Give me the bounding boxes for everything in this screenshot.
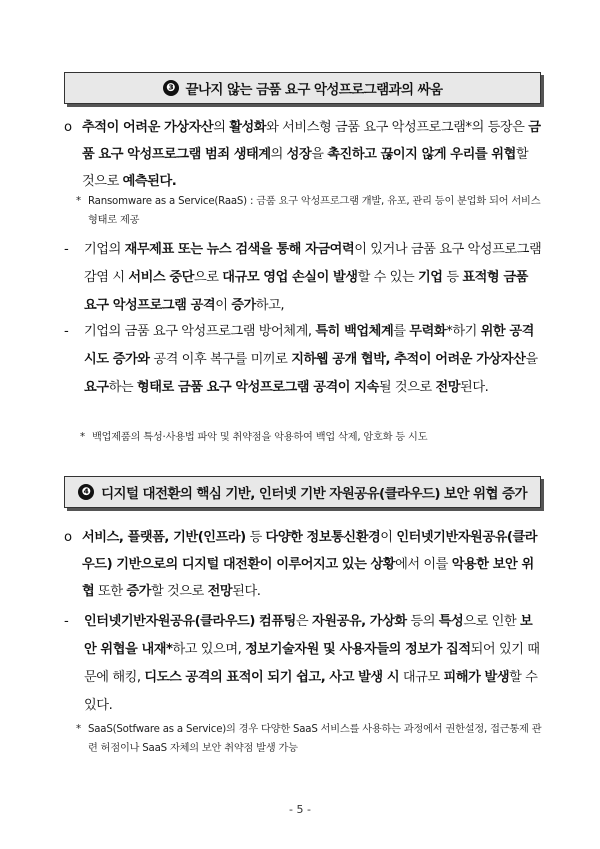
- emphasized-text: 정보기술자원 및 사용자들의 정보가 집적: [245, 642, 471, 657]
- section-4-sub-paragraph-1: [64, 608, 544, 720]
- emphasized-text: 형태로 금품 요구 악성프로그램 공격이 지속: [136, 380, 379, 395]
- emphasized-text: 추적이 어려운 가상자산: [82, 120, 214, 135]
- section-4-number: ❹: [78, 484, 94, 500]
- text-run: 된다.: [232, 584, 261, 599]
- text-run: 를: [393, 324, 410, 339]
- text-run: 이 있거나 금품 요구 악성프로그램 감염 시: [84, 242, 542, 285]
- footnote-marker: *: [76, 724, 81, 735]
- page-number: - 5 -: [289, 803, 311, 816]
- text-run: 으로 인한: [463, 614, 520, 629]
- text-run: 되어 있기 때문에 해킹,: [84, 642, 540, 685]
- text-run: 또한: [94, 584, 127, 599]
- emphasized-text: 인터넷기반자원공유(클라우드) 기반으로의 디지털 대전환이 이루어지고 있는 상황: [82, 530, 538, 572]
- text-run: 은: [295, 614, 312, 629]
- emphasized-text: 보안 위협을 내재*: [84, 614, 533, 657]
- emphasized-text: 기업: [418, 270, 443, 285]
- emphasized-text: 전망: [207, 584, 233, 599]
- section-3-footnote-raas: [76, 192, 546, 230]
- section-3-number: ❸: [163, 80, 179, 96]
- footnote-text: SaaS(Sotfware as a Service)의 경우 다양한 SaaS 서비스를 사용하는 과정에서 권한설정, 접근통제 관련 허점이나 SaaS 자체의 보안 취약점 발생 가능: [88, 724, 542, 754]
- emphasized-text: 요구: [84, 380, 109, 395]
- paragraph-text: [82, 114, 544, 195]
- text-run: 이: [380, 530, 397, 545]
- emphasized-text: 위한 공격 시도 증가와: [84, 324, 534, 367]
- footnote-marker: *: [76, 196, 81, 207]
- text-run: 와 서비스형 금품 요구 악성프로그램: [266, 120, 466, 135]
- emphasized-text: 대규모 영업 손실이 발생: [222, 270, 358, 285]
- emphasized-text: 지하웹 공개 협박, 추적이 어려운 가상자산: [291, 352, 526, 367]
- text-run: 할 수 있다.: [84, 670, 538, 713]
- emphasized-text: 서비스 중단: [128, 270, 194, 285]
- section-3-sub-paragraph-1: [64, 236, 544, 320]
- text-run: 에서 이를: [395, 557, 452, 572]
- emphasized-text: 특히 백업체계: [315, 324, 394, 339]
- text-run: 대규모: [399, 670, 444, 685]
- text-run: *: [465, 120, 472, 135]
- bullet-marker: o: [64, 120, 72, 135]
- text-run: 하고 있으며,: [172, 642, 246, 657]
- text-run: 을: [525, 352, 538, 367]
- text-run: 기업의: [84, 242, 125, 257]
- section-3-sub-paragraph-2: [64, 318, 544, 402]
- text-run: 을: [311, 147, 328, 162]
- section-4-header: [64, 476, 541, 508]
- emphasized-text: 디도스 공격의 표적이 되기 쉽고, 사고 발생 시: [144, 670, 400, 685]
- text-run: 하고,: [255, 298, 285, 313]
- text-run: 으로: [193, 270, 223, 285]
- dash-marker: -: [64, 324, 69, 339]
- emphasized-text: 표적형 금품 요구 악성프로그램 공격: [84, 270, 528, 313]
- emphasized-text: 촉진하고 끊이지 않게 우리를 위협: [327, 147, 516, 162]
- text-run: 할 수 있는: [357, 270, 418, 285]
- text-run: 하는: [108, 380, 137, 395]
- dash-marker: -: [64, 242, 69, 257]
- paragraph-text: [84, 318, 544, 402]
- emphasized-text: 재무제표 또는 뉴스 검색을 통해 자금여력: [124, 242, 355, 257]
- emphasized-text: 무력화: [409, 324, 447, 339]
- section-3-main-paragraph: [64, 114, 544, 195]
- text-run: 등의: [406, 614, 439, 629]
- text-run: 이: [215, 298, 232, 313]
- emphasized-text: 성장: [286, 147, 312, 162]
- emphasized-text: 다양한 정보통신환경: [265, 530, 381, 545]
- emphasized-text: 전망: [435, 380, 461, 395]
- text-run: 될 것으로: [378, 380, 436, 395]
- emphasized-text: 활성화: [229, 120, 267, 135]
- section-3-title: 끝나지 않는 금품 요구 악성프로그램과의 싸움: [185, 82, 443, 98]
- text-run: 등: [245, 530, 266, 545]
- emphasized-text: 악용한 보안 위협: [82, 557, 534, 599]
- emphasized-text: 서비스, 플랫폼, 기반(인프라): [82, 530, 246, 545]
- text-run: 기업의 금품 요구 악성프로그램 방어체계,: [84, 324, 316, 339]
- footnote-text: 백업제품의 특성·사용법 파악 및 취약점을 악용하여 백업 삭제, 암호화 등 시도: [92, 432, 428, 443]
- text-run: *하기: [446, 324, 481, 339]
- paragraph-text: [82, 524, 544, 605]
- footnote-text: Ransomware as a Service(RaaS) : 금품 요구 악성프로그램 개발, 유포, 관리 등이 분업화 되어 서비스 형태로 제공: [88, 196, 541, 226]
- text-run: 할 것으로: [82, 147, 529, 189]
- text-run: 된다.: [460, 380, 489, 395]
- text-run: 의 등장은: [471, 120, 529, 135]
- section-4-title: 디지털 대전환의 핵심 기반, 인터넷 기반 자원공유(클라우드) 보안 위협 증가: [101, 486, 527, 502]
- emphasized-text: 자원공유, 가상화: [311, 614, 407, 629]
- paragraph-text: [84, 608, 544, 720]
- emphasized-text: 인터넷기반자원공유(클라우드) 컴퓨팅: [84, 614, 296, 629]
- text-run: 의: [270, 147, 287, 162]
- emphasized-text: 증가: [126, 584, 151, 599]
- emphasized-text: 예측된다.: [122, 174, 177, 189]
- dash-marker: -: [64, 614, 69, 629]
- footnote-marker: *: [80, 432, 85, 443]
- text-run: 등: [442, 270, 463, 285]
- section-4-main-paragraph: [64, 524, 544, 605]
- section-3-header: [64, 72, 541, 104]
- emphasized-text: 특성: [438, 614, 464, 629]
- emphasized-text: 금품 요구 악성프로그램 범죄 생태계: [82, 120, 541, 162]
- paragraph-text: [84, 236, 544, 320]
- text-run: 공격 이후 복구를 미끼로: [149, 352, 292, 367]
- text-run: 할 것으로: [150, 584, 208, 599]
- section-3-footnote-backup: [80, 428, 550, 447]
- emphasized-text: 증가: [231, 298, 256, 313]
- section-4-footnote-saas: [76, 720, 546, 758]
- bullet-marker: o: [64, 530, 72, 545]
- emphasized-text: 피해가 발생: [443, 670, 510, 685]
- text-run: 의: [213, 120, 230, 135]
